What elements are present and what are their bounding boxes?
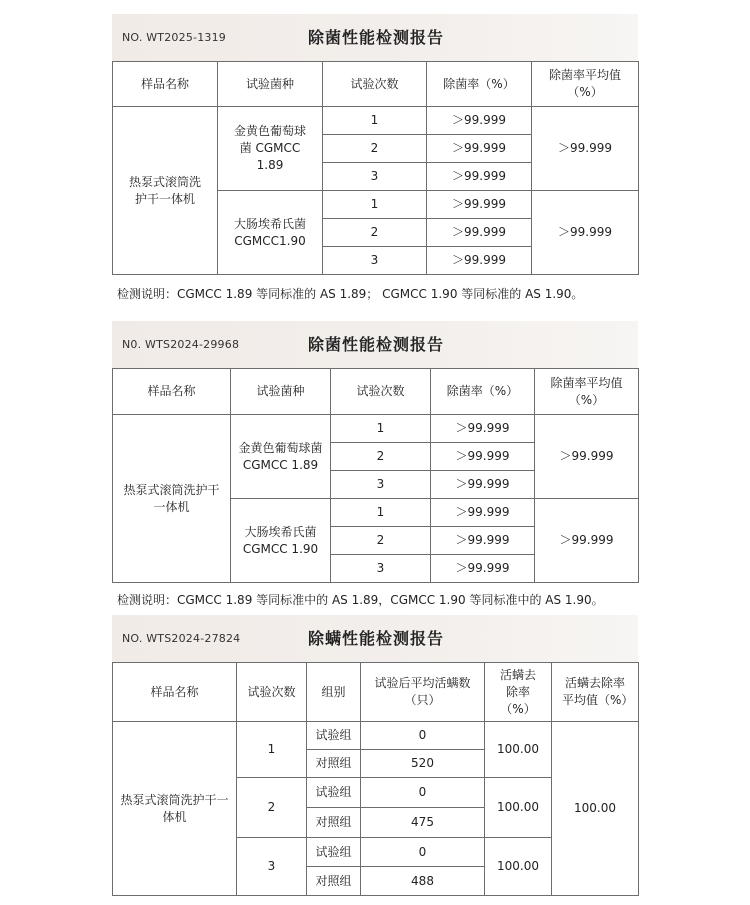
report-number: NO. WT2025-1319 [122,31,226,44]
trial-number: 3 [323,163,427,191]
removal-rate: ＞99.999 [431,471,535,499]
test-note: 检测说明：CGMCC 1.89 等同标准的 AS 1.89； CGMCC 1.90 等同标准的 AS 1.90。 [117,287,584,301]
removal-rate: 100.00 [485,838,552,896]
sterilization-table [112,61,639,275]
strain-name: 金黄色葡萄球菌 CGMCC 1.89 [218,107,323,191]
trial-number: 3 [237,838,307,896]
trial-number: 2 [331,443,431,471]
header-trials: 试验次数 [331,369,431,415]
header-strain: 试验菌种 [218,62,323,107]
trial-number: 2 [323,135,427,163]
removal-rate: 100.00 [485,722,552,778]
report-mite-removal [112,615,638,896]
report-sterilization-1 [112,14,638,275]
strain-name: 金黄色葡萄球菌 CGMCC 1.89 [231,415,331,499]
header-sample-name: 样品名称 [113,62,218,107]
header-sample-name: 样品名称 [113,663,237,722]
group-label: 试验组 [307,778,361,808]
removal-rate: ＞99.999 [431,443,535,471]
sample-name: 热泵式滚筒洗护干一体机 [113,107,218,275]
trial-number: 2 [331,527,431,555]
removal-rate: ＞99.999 [431,555,535,583]
report-number: NO. WTS2024-27824 [122,632,241,645]
header-trials: 试验次数 [237,663,307,722]
strain-name: 大肠埃希氏菌 CGMCC1.90 [218,191,323,275]
report-sterilization-2 [112,321,638,583]
removal-rate: ＞99.999 [427,219,532,247]
average-rate: ＞99.999 [532,107,639,191]
removal-rate: ＞99.999 [431,415,535,443]
trial-number: 2 [323,219,427,247]
trial-number: 3 [323,247,427,275]
removal-rate: 100.00 [485,778,552,838]
removal-rate: ＞99.999 [431,527,535,555]
header-sample-name: 样品名称 [113,369,231,415]
report-title: 除螨性能检测报告 [308,629,445,648]
average-rate: ＞99.999 [535,415,639,499]
mite-removal-table [112,662,639,896]
report-header [112,321,638,368]
average-rate: ＞99.999 [535,499,639,583]
removal-rate: ＞99.999 [427,107,532,135]
trial-number: 1 [323,107,427,135]
header-strain: 试验菌种 [231,369,331,415]
trial-number: 1 [331,499,431,527]
removal-rate: ＞99.999 [427,135,532,163]
group-label: 试验组 [307,838,361,867]
trial-number: 3 [331,555,431,583]
mite-count: 488 [361,867,485,896]
group-label: 试验组 [307,722,361,750]
report-title: 除菌性能检测报告 [308,335,445,354]
test-note: 检测说明：CGMCC 1.89 等同标准中的 AS 1.89，CGMCC 1.90 等同标准中的 AS 1.90。 [117,593,604,607]
average-rate: 100.00 [552,722,639,896]
trial-number: 1 [237,722,307,778]
trial-number: 1 [323,191,427,219]
header-average: 除菌率平均值（%） [532,62,639,107]
removal-rate: ＞99.999 [427,247,532,275]
header-rate: 除菌率（%） [427,62,532,107]
trial-number: 2 [237,778,307,838]
removal-rate: ＞99.999 [427,163,532,191]
average-rate: ＞99.999 [532,191,639,275]
sample-name: 热泵式滚筒洗护干一体机 [113,722,237,896]
group-label: 对照组 [307,867,361,896]
sample-name: 热泵式滚筒洗护干一体机 [113,415,231,583]
header-rate: 除菌率（%） [431,369,535,415]
header-group: 组别 [307,663,361,722]
header-average: 活螨去除率平均值（%） [552,663,639,722]
header-trials: 试验次数 [323,62,427,107]
trial-number: 1 [331,415,431,443]
header-removal-rate: 活螨去除率（%） [485,663,552,722]
mite-count: 0 [361,778,485,808]
removal-rate: ＞99.999 [427,191,532,219]
mite-count: 0 [361,722,485,750]
mite-count: 520 [361,750,485,778]
removal-rate: ＞99.999 [431,499,535,527]
report-title: 除菌性能检测报告 [308,28,445,47]
group-label: 对照组 [307,750,361,778]
header-mite-count: 试验后平均活螨数（只） [361,663,485,722]
strain-name: 大肠埃希氏菌 CGMCC 1.90 [231,499,331,583]
report-header [112,14,638,61]
mite-count: 0 [361,838,485,867]
trial-number: 3 [331,471,431,499]
mite-count: 475 [361,808,485,838]
header-average: 除菌率平均值（%） [535,369,639,415]
sterilization-table [112,368,639,583]
group-label: 对照组 [307,808,361,838]
report-number: N0. WTS2024-29968 [122,338,240,351]
report-header [112,615,638,662]
